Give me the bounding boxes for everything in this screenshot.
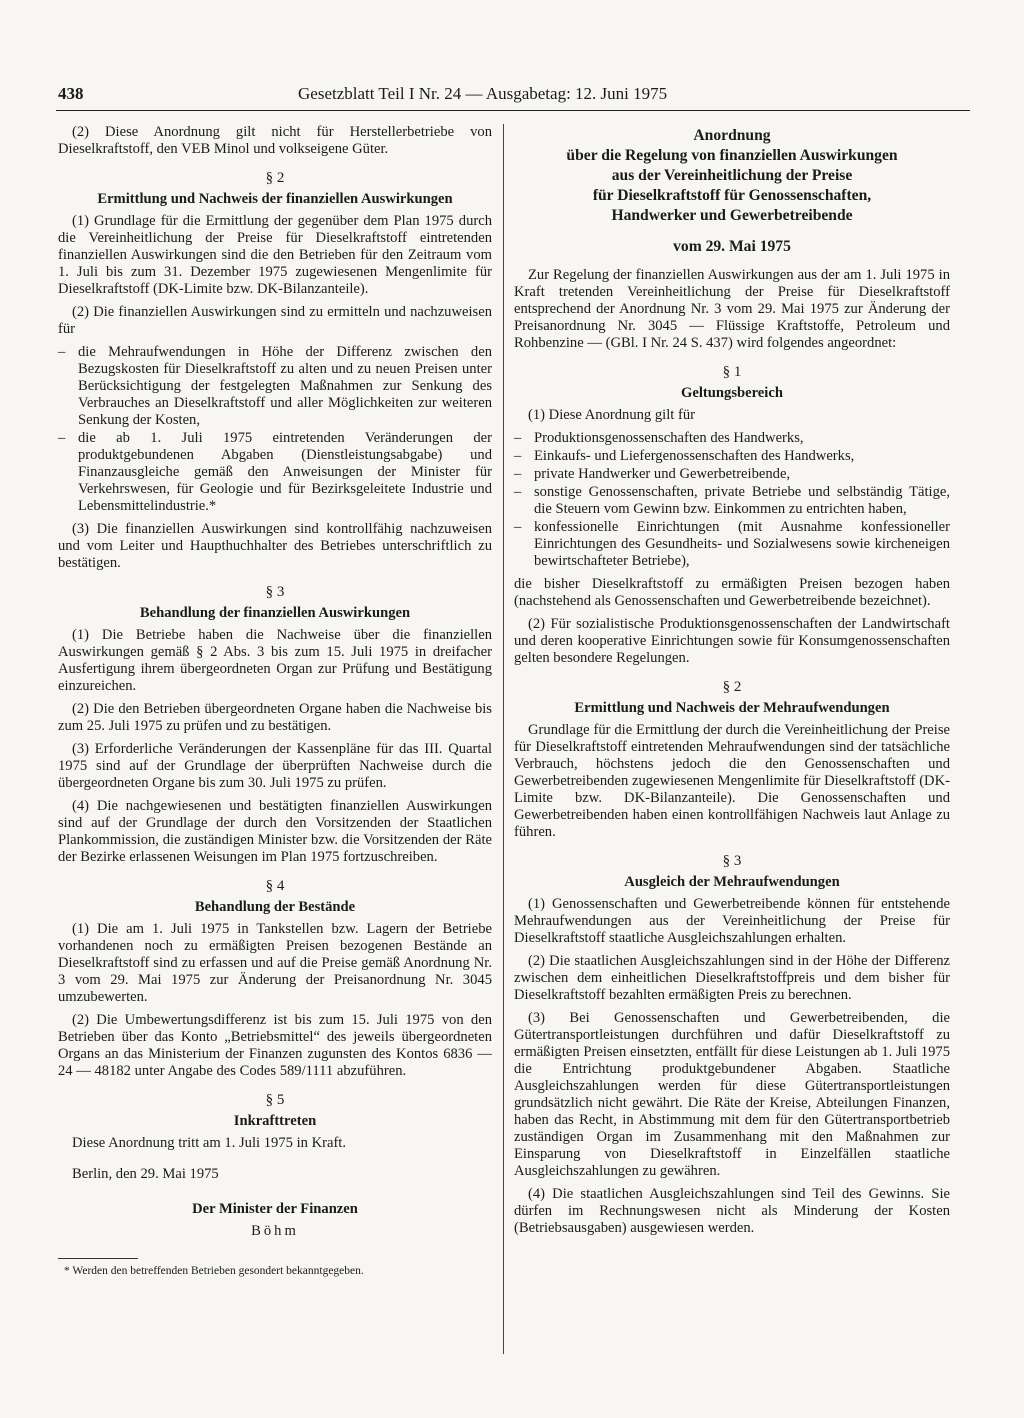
paragraph: (4) Die staatlichen Ausgleichszahlungen sind Teil des Gewinns. Sie dürfen im Rechnungswesen nicht als Minderung der Kosten (Betriebsausgaben) ausgewiesen werden.: [514, 1186, 950, 1236]
list-item: – die Mehraufwendungen in Höhe der Differenz zwischen den Bezugskosten für Dieselkraftstoff zu alten und zu neuen Preisen unter Berücksichtigung der festgelegten Maßnahmen zur Senkung des Verbrauches an Dieselkraftstoff und aller Möglichkeiten zur weiteren Senkung der Kosten,: [58, 344, 492, 429]
title-line: über die Regelung von finanziellen Auswirkungen: [566, 147, 898, 164]
section-number: § 5: [265, 1092, 285, 1108]
section-number: § 3: [265, 584, 285, 600]
list-item: – private Handwerker und Gewerbetreibende,: [514, 466, 950, 483]
footnote-rule: [58, 1258, 138, 1259]
page-number: 438: [58, 84, 84, 103]
list-item: – die ab 1. Juli 1975 eintretenden Veränderungen der produktgebundenen Abgaben (Dienstleistungsabgabe) und Finanzausgleiche gemäß den Anweisungen der Minister für Verkehrswesen, für Geologie und für Bezirksgeleitete Industrie und Lebensmittelindustrie.*: [58, 430, 492, 515]
paragraph: (2) Diese Anordnung gilt nicht für Herstellerbetriebe von Dieselkraftstoff, den VEB Minol und volkseigene Güter.: [58, 124, 492, 157]
paragraph: (3) Erforderliche Veränderungen der Kassenpläne für das III. Quartal 1975 sind auf der Grundlage der überprüften Nachweise durch die übergeordneten Organe bis zum 30. Juli 1975 zu prüfen.: [58, 741, 492, 791]
header-rule: [56, 110, 970, 111]
section-heading: Geltungsbereich: [681, 385, 783, 401]
paragraph: Grundlage für die Ermittlung der durch die Vereinheitlichung der Preise für Dieselkraftstoff eintretenden Mehraufwendungen sind der tatsächliche Verbrauch, höchstens jedoch die den Genossenschaften und Gewerbetreibenden zugewiesenen Mengenlimite für Dieselkraftstoff (DK-Limite bzw. DK-Bilanzanteile). Die Genossenschaften und Gewerbetreibenden haben einen kontrollfähigen Nachweis laut Anlage zu führen.: [514, 722, 950, 840]
paragraph: (3) Die finanziellen Auswirkungen sind kontrollfähig nachzuweisen und vom Leiter und Haupthuchhalter des Betriebes unterschriftlich zu bestätigen.: [58, 521, 492, 571]
dash-list: [58, 344, 492, 515]
paragraph: Diese Anordnung tritt am 1. Juli 1975 in Kraft.: [72, 1135, 347, 1151]
paragraph: (2) Die den Betrieben übergeordneten Organe haben die Nachweise bis zum 25. Juli 1975 zu prüfen und zu bestätigen.: [58, 701, 492, 734]
section-number: § 3: [722, 853, 742, 869]
left-column: [58, 124, 492, 1278]
running-title: Gesetzblatt Teil I Nr. 24 — Ausgabetag: 12. Juni 1975: [298, 84, 668, 103]
list-item: – sonstige Genossenschaften, private Betriebe und selbständig Tätige, die Steuern vom Gewinn bzw. Einkommen zu entrichten haben,: [514, 484, 950, 518]
signer-name: Böhm: [251, 1223, 299, 1239]
section-number: § 4: [265, 878, 285, 894]
title-line: aus der Vereinheitlichung der Preise: [611, 167, 853, 184]
paragraph: (2) Die Umbewertungsdifferenz ist bis zum 15. Juli 1975 von den Betrieben über das Konto „Betriebsmittel“ des jeweils übergeordneten Organs an das Ministerium der Finanzen zugunsten des Kontos 6836 — 24 — 48182 unter Angabe des Codes 589/1111 abzuführen.: [58, 1012, 492, 1079]
section-heading: Behandlung der Bestände: [194, 899, 356, 915]
list-item: – Produktionsgenossenschaften des Handwerks,: [514, 430, 950, 447]
paragraph: (1) Diese Anordnung gilt für: [528, 407, 695, 423]
paragraph: (1) Genossenschaften und Gewerbetreibende können für entstehende Mehraufwendungen aus der Vereinheitlichung der Preise für Dieselkraftstoff staatliche Ausgleichszahlungen erhalten.: [514, 896, 950, 946]
title-line: Handwerker und Gewerbetreibende: [611, 207, 853, 224]
paragraph: (2) Die finanziellen Auswirkungen sind zu ermitteln und nachzuweisen für: [58, 304, 492, 337]
column-divider: [503, 124, 504, 1354]
section-heading: Ausgleich der Mehraufwendungen: [624, 874, 840, 890]
paragraph: die bisher Dieselkraftstoff zu ermäßigten Preisen bezogen haben (nachstehend als Genossenschaften und Gewerbetreibende bezeichnet).: [514, 576, 950, 609]
right-column: [514, 124, 950, 1243]
title-line: Anordnung: [693, 127, 771, 144]
page-header: [58, 84, 966, 108]
paragraph: (3) Bei Genossenschaften und Gewerbetreibenden, die Gütertransportleistungen durchführen und dafür Dieselkraftstoff zu ermäßigten Preisen einsetzten, entfällt für diese Leistungen ab 1. Juli 1975 die Entrichtung produktgebundener Abgaben. Staatliche Ausgleichszahlungen werden für diese Gütertransportleistungen grundsätzlich nicht gewährt. Die Räte der Kreise, Abteilungen Finanzen, haben das Recht, in Abstimmung mit dem für den Gütertransportbetrieb zuständigen Organ im Zusammenhang mit den Maßnahmen zur Einsparung von Dieselkraftstoff in Einzelfällen staatliche Ausgleichszahlungen zu gewähren.: [514, 1010, 950, 1179]
ordinance-title: [514, 126, 950, 226]
paragraph: (1) Die Betriebe haben die Nachweise über die finanziellen Auswirkungen gemäß § 2 Abs. 3 bis zum 15. Juli 1975 in dreifacher Ausfertigung ihrem übergeordneten Organ zur Prüfung und Bestätigung einzureichen.: [58, 627, 492, 694]
section-number: § 1: [722, 364, 742, 380]
footnote: * Werden den betreffenden Betrieben gesondert bekanntgegeben.: [64, 1265, 364, 1277]
title-line: für Dieselkraftstoff für Genossenschaften,: [592, 187, 872, 204]
section-number: § 2: [722, 679, 742, 695]
place-date: Berlin, den 29. Mai 1975: [72, 1166, 219, 1182]
list-item: – konfessionelle Einrichtungen (mit Ausnahme konfessioneller Einrichtungen des Gesundheits- und Sozialwesens sowie kircheneigen bewirtschafteter Betriebe),: [514, 519, 950, 570]
list-item: – Einkaufs- und Liefergenossenschaften des Handwerks,: [514, 448, 950, 465]
paragraph: (1) Grundlage für die Ermittlung der gegenüber dem Plan 1975 durch die Vereinheitlichung der Preise für Dieselkraftstoff eintretenden finanziellen Auswirkungen sind die den Betrieben für den Zeitraum vom 1. Juli bis zum 31. Dezember 1975 zugewiesenen Mengenlimite für Dieselkraftstoff (DK-Limite bzw. DK-Bilanzanteile).: [58, 213, 492, 297]
paragraph: (2) Die staatlichen Ausgleichszahlungen sind in der Höhe der Differenz zwischen dem einheitlichen Dieselkraftstoffpreis und dem bisher für Dieselkraftstoff bezahlten ermäßigten Preis zu berechnen.: [514, 953, 950, 1003]
section-number: § 2: [265, 170, 285, 186]
section-heading: Inkrafttreten: [233, 1113, 317, 1129]
ordinance-date: vom 29. Mai 1975: [673, 238, 791, 255]
section-heading: Ermittlung und Nachweis der finanziellen Auswirkungen: [97, 191, 453, 207]
paragraph: (1) Die am 1. Juli 1975 in Tankstellen bzw. Lagern der Betriebe vorhandenen noch zu ermäßigten Preisen bezogenen Bestände an Dieselkraftstoff sind zu erfassen und auf die Preise gemäß Anordnung Nr. 3 vom 29. Mai 1975 zur Änderung der Preisanordnung Nr. 3045 umzubewerten.: [58, 921, 492, 1005]
section-heading: Behandlung der finanziellen Auswirkungen: [139, 605, 411, 621]
section-heading: Ermittlung und Nachweis der Mehraufwendungen: [574, 700, 890, 716]
paragraph: (4) Die nachgewiesenen und bestätigten finanziellen Auswirkungen sind auf der Grundlage der durch den Vorsitzenden der Staatlichen Plankommission, die zuständigen Minister bzw. die Vorsitzenden der Räte der Bezirke erlassenen Weisungen im Plan 1975 fortzuschreiben.: [58, 798, 492, 865]
signer-title: Der Minister der Finanzen: [192, 1201, 358, 1217]
paragraph: (2) Für sozialistische Produktionsgenossenschaften der Landwirtschaft und deren kooperative Einrichtungen sowie für Konsumgenossenschaften gelten besondere Regelungen.: [514, 616, 950, 666]
paragraph: Zur Regelung der finanziellen Auswirkungen aus der am 1. Juli 1975 in Kraft tretenden Vereinheitlichung der Preise für Dieselkraftstoff entsprechend der Anordnung Nr. 3 vom 29. Mai 1975 zur Änderung der Preisanordnung Nr. 3045 — Flüssige Kraftstoffe, Petroleum und Rohbenzine — (GBl. I Nr. 24 S. 437) wird folgendes angeordnet:: [514, 267, 950, 351]
dash-list: [514, 430, 950, 570]
